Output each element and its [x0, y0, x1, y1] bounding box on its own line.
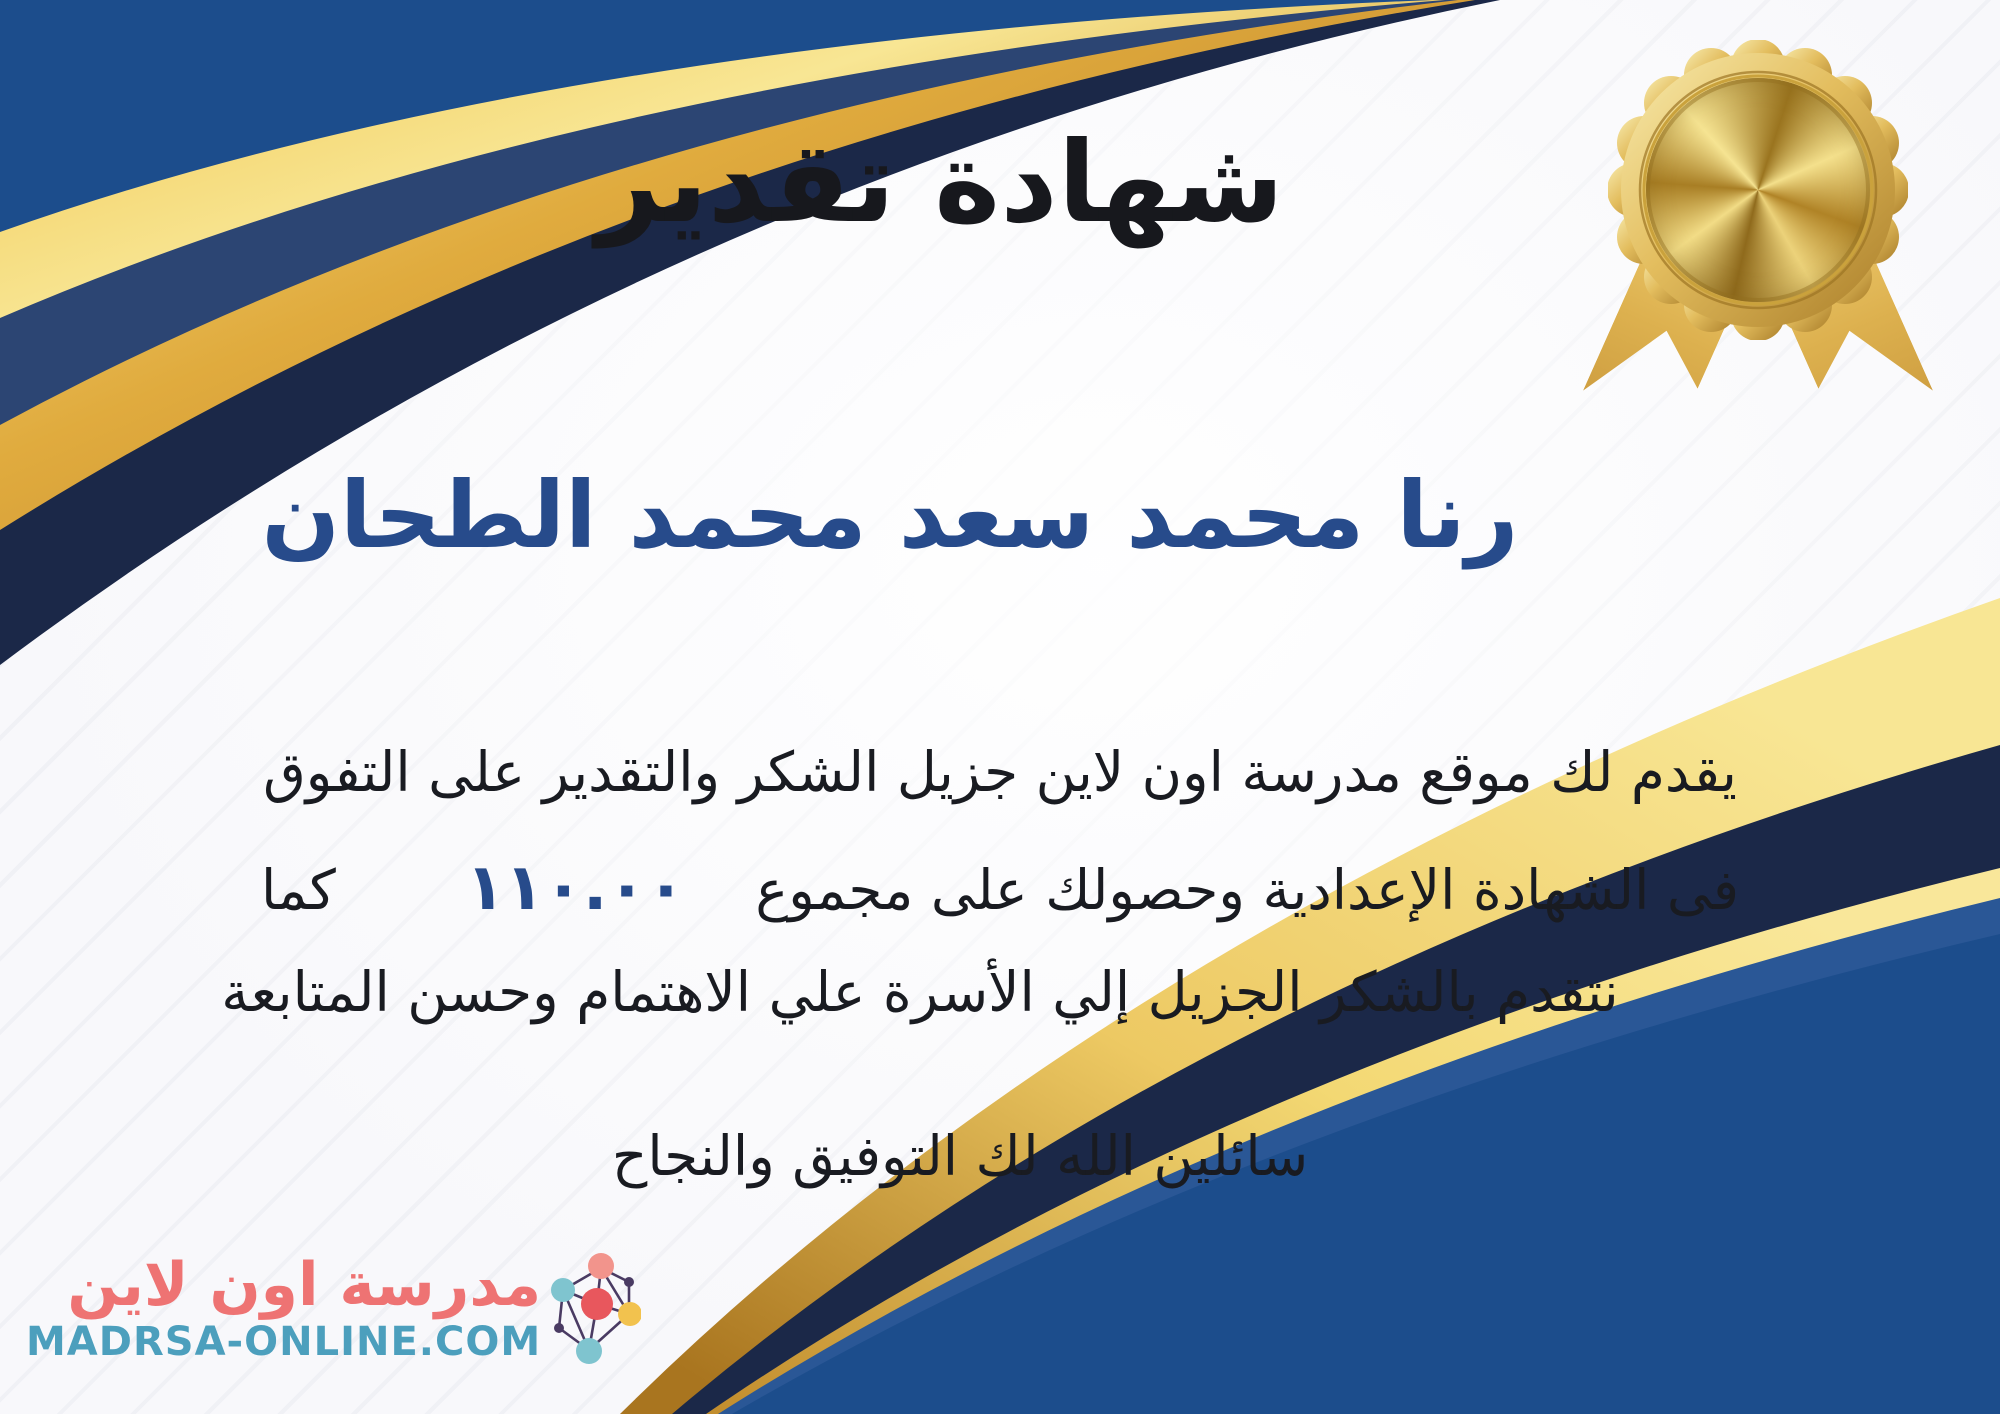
logo-network-icon	[549, 1248, 641, 1370]
site-logo-text	[26, 1252, 541, 1366]
closing-line: سائلين الله لك التوفيق والنجاح	[611, 1124, 1309, 1188]
medal-disc-icon	[1646, 78, 1870, 302]
body-line-2-text: فى الشهادة الإعدادية وحصولك على مجموع	[755, 858, 1739, 922]
site-logo	[26, 1248, 641, 1370]
medal-icon	[1598, 40, 1918, 432]
score-value: ١١٠.٠٠	[465, 851, 686, 925]
body-line-2	[0, 848, 2000, 928]
body-line-1: يقدم لك موقع مدرسة اون لاين جزيل الشكر والتقدير على التفوق	[263, 740, 1737, 804]
student-name: رنا محمد سعد محمد الطحان	[261, 462, 1519, 569]
certificate-title: شهادة تقدير	[596, 118, 1284, 248]
logo-arabic-name: مدرسة اون لاين	[67, 1250, 542, 1320]
body-line-2-tail: كما	[261, 858, 336, 922]
logo-domain: MADRSA-ONLINE.COM	[26, 1319, 542, 1365]
body-line-3: نتقدم بالشكر الجزيل إلي الأسرة علي الاهتمام وحسن المتابعة	[221, 960, 1619, 1024]
